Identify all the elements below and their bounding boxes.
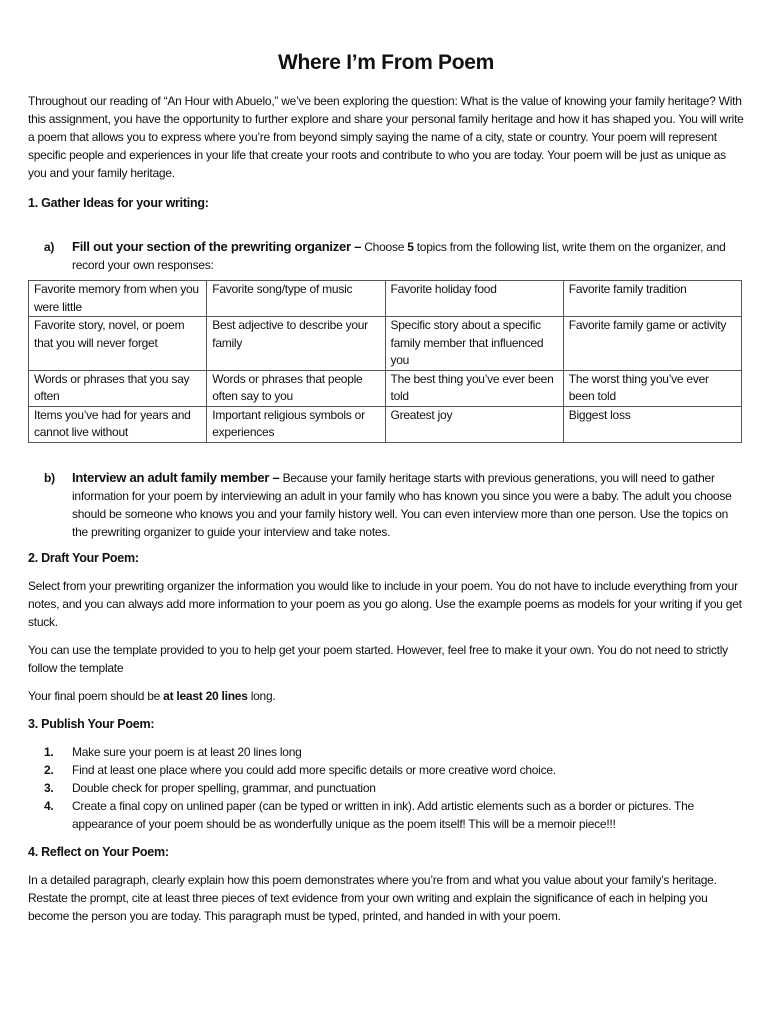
table-cell: Biggest loss xyxy=(563,406,741,442)
table-cell: Favorite holiday food xyxy=(385,281,563,317)
table-row xyxy=(29,281,742,317)
list-item: 2. Find at least one place where you could add more specific details or more creative word choice. xyxy=(44,762,556,777)
section-3-heading: 3. Publish Your Poem: xyxy=(28,716,155,731)
table-cell: The best thing you’ve ever been told xyxy=(385,370,563,406)
document-page xyxy=(28,48,744,935)
table-cell: Favorite story, novel, or poem that you will never forget xyxy=(29,317,207,371)
table-cell: Favorite family tradition xyxy=(563,281,741,317)
step-b-lead: Interview an adult family member – xyxy=(72,469,280,485)
table-cell: Favorite song/type of music xyxy=(207,281,385,317)
list-item: 1. Make sure your poem is at least 20 lines long xyxy=(44,744,302,759)
draft-paragraph-3: Your final poem should be at least 20 lines long. xyxy=(28,688,276,703)
section-4-heading: 4. Reflect on Your Poem: xyxy=(28,844,169,859)
list-item: 4. Create a final copy on unlined paper (can be typed or written in ink). Add artistic elements such as a border or pictures. The appearance of your poem should be as wonderfully unique as the poem itself! This will be a memoir piece!!! xyxy=(44,798,694,831)
page-title: Where I’m From Poem xyxy=(277,51,494,74)
step-b: b) Interview an adult family member – Because your family heritage starts with previous generations, you will need to gather information for your poem by interviewing an adult in your family who has known you since you were a baby. The adult you choose should be someone who knows you and your family history well. You can even interview more than one person. Use the topics on the prewriting organizer to guide your interview and take notes. xyxy=(28,469,744,541)
intro-paragraph: Throughout our reading of “An Hour with Abuelo,” we’ve been exploring the question: What is the value of knowing your family heritage? With this assignment, you have the opportunity to further explore and share your personal family heritage and how it has shaped you. You will write a poem that allows you to express where you’re from beyond simply saying the name of a city, state or country. Your poem will represent specific people and experiences in your life that create your roots and contribute to who you are today. Your poem will be just as unique as you and your family heritage. xyxy=(28,94,744,180)
list-item: 3. Double check for proper spelling, grammar, and punctuation xyxy=(44,780,376,795)
step-a-marker: a) xyxy=(44,240,55,254)
table-cell: Greatest joy xyxy=(385,406,563,442)
prewriting-topics-table xyxy=(28,280,742,443)
table-row xyxy=(29,406,742,442)
table-cell: Favorite memory from when you were little xyxy=(29,281,207,317)
table-row xyxy=(29,317,742,371)
step-a-lead: Fill out your section of the prewriting organizer – xyxy=(72,239,362,254)
draft-paragraph-2: You can use the template provided to you to help get your poem started. However, feel free to make it your own. You do not need to strictly follow the template xyxy=(28,642,728,675)
table-cell: The worst thing you’ve ever been told xyxy=(563,370,741,406)
step-a: a) Fill out your section of the prewriting organizer – Choose 5 topics from the following list, write them on the organizer, and record your own responses: xyxy=(28,238,744,274)
table-cell: Favorite family game or activity xyxy=(563,317,741,371)
table-cell: Items you’ve had for years and cannot live without xyxy=(29,406,207,442)
table-cell: Words or phrases that people often say to you xyxy=(207,370,385,406)
publish-steps-list xyxy=(28,743,744,833)
reflect-paragraph: In a detailed paragraph, clearly explain how this poem demonstrates where you’re from and what you value about your family’s heritage. Restate the prompt, cite at least three pieces of text evidence from your own writing and explain the significance of each in helping you become the person you are today. This paragraph must be typed, printed, and handed in with your poem. xyxy=(28,872,717,923)
table-cell: Important religious symbols or experiences xyxy=(207,406,385,442)
step-b-marker: b) xyxy=(44,470,55,485)
table-cell: Specific story about a specific family member that influenced you xyxy=(385,317,563,371)
section-2-heading: 2. Draft Your Poem: xyxy=(28,550,139,565)
draft-paragraph-1: Select from your prewriting organizer the information you would like to include in your poem. You do not have to include everything from your notes, and you can always add more information to your poem as you go along. Use the example poems as models for your writing if you get stuck. xyxy=(28,578,742,629)
table-cell: Words or phrases that you say often xyxy=(29,370,207,406)
table-row xyxy=(29,370,742,406)
table-cell: Best adjective to describe your family xyxy=(207,317,385,371)
section-1-heading: 1. Gather Ideas for your writing: xyxy=(28,196,209,210)
